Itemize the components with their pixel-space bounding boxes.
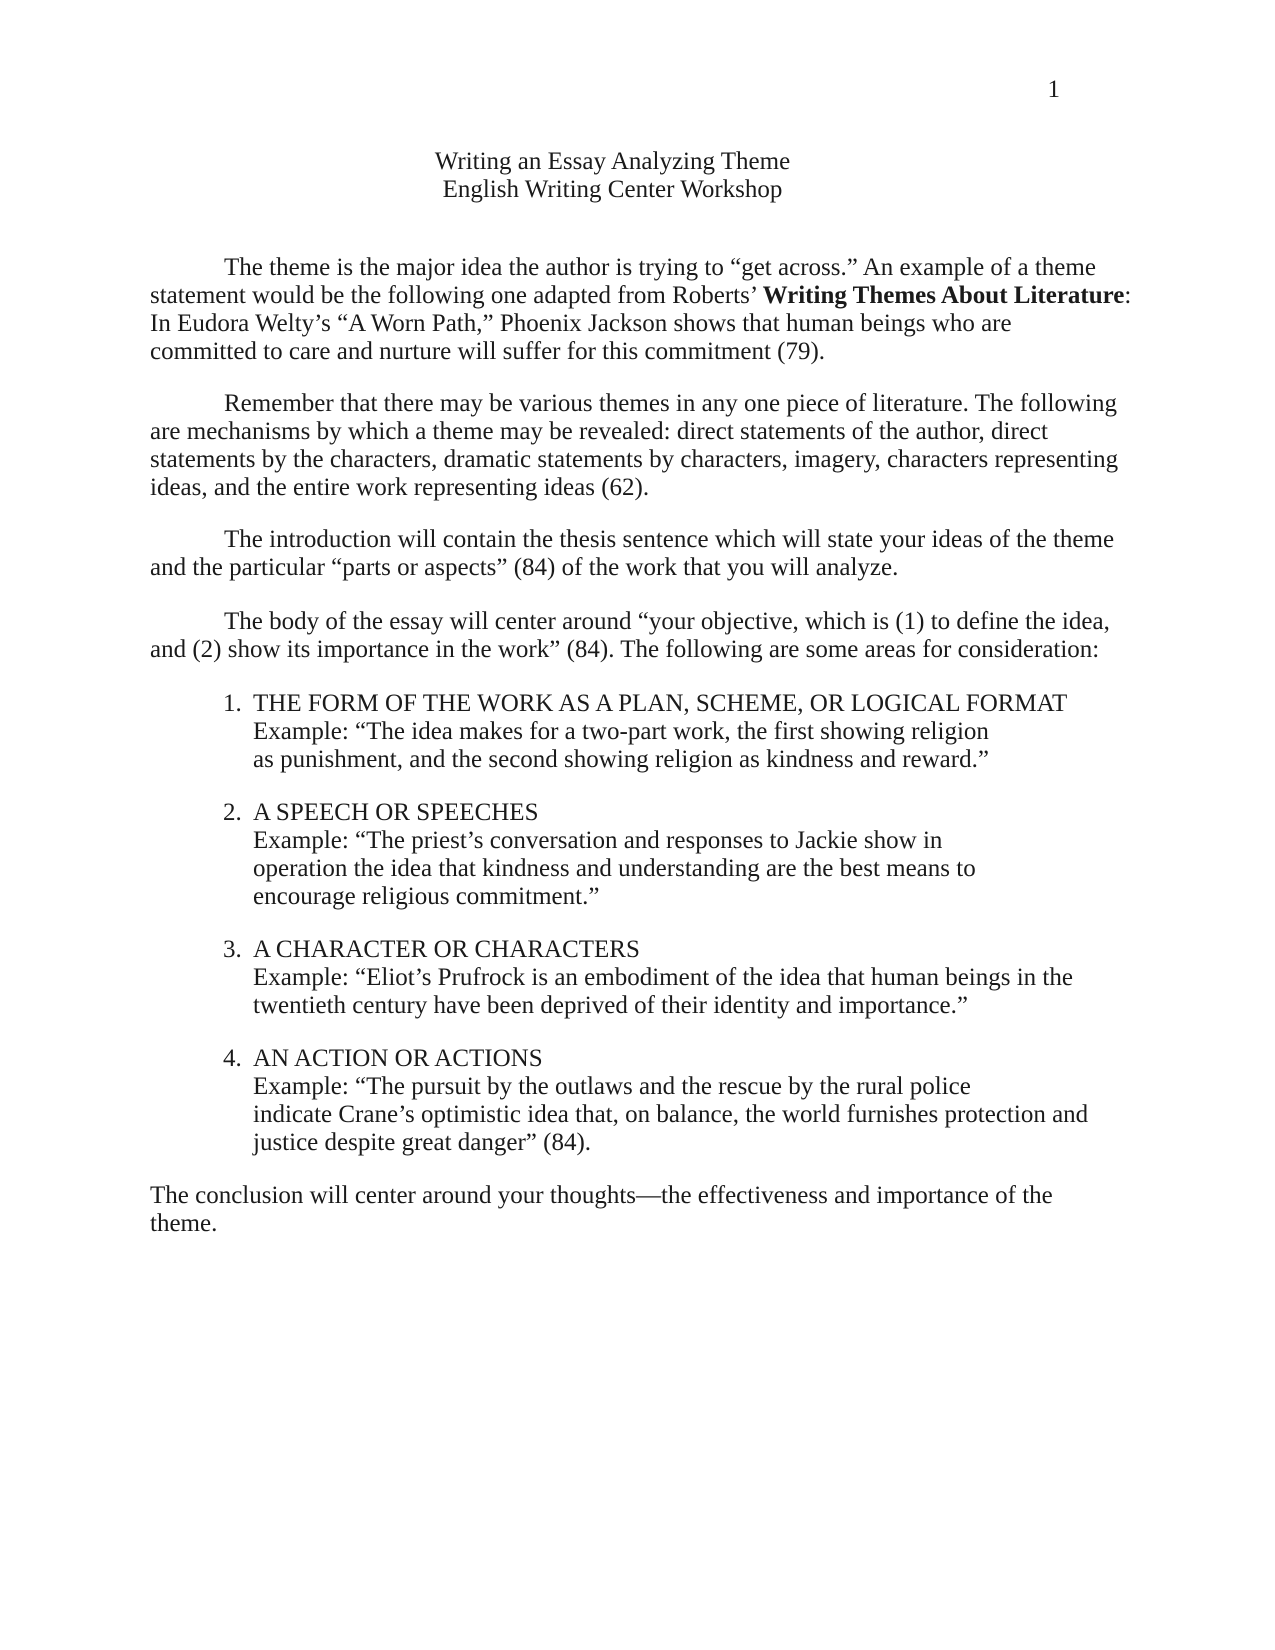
list-example-line: indicate Crane’s optimistic idea that, on balance, the world furnishes protection and	[253, 1101, 1089, 1128]
paragraph-theme-definition	[150, 254, 1130, 366]
paragraph-mechanisms	[150, 390, 1130, 502]
list-number: 3.	[223, 936, 242, 963]
paragraph-introduction	[150, 526, 1130, 582]
paragraph-line: committed to care and nurture will suffer for this commitment (79).	[150, 338, 826, 365]
paragraph-line: ideas, and the entire work representing ideas (62).	[150, 474, 650, 501]
paragraph-line: statements by the characters, dramatic statements by characters, imagery, characters representing	[150, 446, 1119, 473]
list-item-heading-line	[223, 1045, 1103, 1073]
paragraph-line: In Eudora Welty’s “A Worn Path,” Phoenix Jackson shows that human beings who are	[150, 310, 1012, 337]
paragraph-line: The theme is the major idea the author is trying to “get across.” An example of a theme	[224, 254, 1096, 281]
list-example-line: Example: “Eliot’s Prufrock is an embodiment of the idea that human beings in the	[253, 964, 1073, 991]
list-example-line: Example: “The priest’s conversation and responses to Jackie show in	[253, 827, 943, 854]
list-example-line: Example: “The idea makes for a two-part work, the first showing religion	[253, 718, 989, 745]
list-number: 2.	[223, 799, 242, 826]
list-item-2	[223, 799, 1103, 911]
list-heading: THE FORM OF THE WORK AS A PLAN, SCHEME, OR LOGICAL FORMAT	[253, 690, 1068, 717]
paragraph-text: statement would be the following one adapted from Roberts’	[150, 282, 763, 309]
paragraph-line: and (2) show its importance in the work” (84). The following are some areas for consideration:	[150, 636, 1100, 663]
paragraph-line: and the particular “parts or aspects” (84) of the work that you will analyze.	[150, 554, 899, 581]
list-item-1	[223, 690, 1103, 774]
list-number: 4.	[223, 1045, 242, 1072]
list-item-heading-line	[223, 936, 1103, 964]
paragraph-text: :	[1124, 282, 1132, 309]
list-item-4	[223, 1045, 1103, 1157]
title-line-1: Writing an Essay Analyzing Theme	[434, 148, 791, 175]
list-example-line: justice despite great danger” (84).	[253, 1129, 592, 1156]
list-example-line: twentieth century have been deprived of their identity and importance.”	[253, 992, 969, 1019]
book-title: Writing Themes About Literature	[762, 282, 1125, 309]
paragraph-line: The body of the essay will center around “your objective, which is (1) to define the idea,	[224, 608, 1110, 635]
document-title	[0, 148, 1250, 204]
list-item-3	[223, 936, 1103, 1020]
list-heading: A CHARACTER OR CHARACTERS	[253, 936, 640, 963]
list-heading: AN ACTION OR ACTIONS	[253, 1045, 543, 1072]
list-example-line: Example: “The pursuit by the outlaws and the rescue by the rural police	[253, 1073, 971, 1100]
list-heading: A SPEECH OR SPEECHES	[253, 799, 539, 826]
paragraph-line: Remember that there may be various themes in any one piece of literature. The following	[224, 390, 1117, 417]
list-example-line: operation the idea that kindness and understanding are the best means to	[253, 855, 976, 882]
title-line-2: English Writing Center Workshop	[442, 176, 783, 203]
paragraph-conclusion	[150, 1182, 1130, 1238]
paragraph-line: theme.	[150, 1210, 218, 1237]
paragraph-line: are mechanisms by which a theme may be revealed: direct statements of the author, direct	[150, 418, 1048, 445]
list-number: 1.	[223, 690, 242, 717]
list-example-line: encourage religious commitment.”	[253, 883, 600, 910]
paragraph-line: The conclusion will center around your thoughts—the effectiveness and importance of the	[150, 1182, 1053, 1209]
page-number: 1	[1047, 76, 1060, 103]
list-example-line: as punishment, and the second showing religion as kindness and reward.”	[253, 746, 989, 773]
paragraph-body	[150, 608, 1130, 664]
list-item-heading-line	[223, 690, 1103, 718]
list-item-heading-line	[223, 799, 1103, 827]
paragraph-line	[150, 282, 1130, 310]
paragraph-line: The introduction will contain the thesis sentence which will state your ideas of the theme	[224, 526, 1115, 553]
